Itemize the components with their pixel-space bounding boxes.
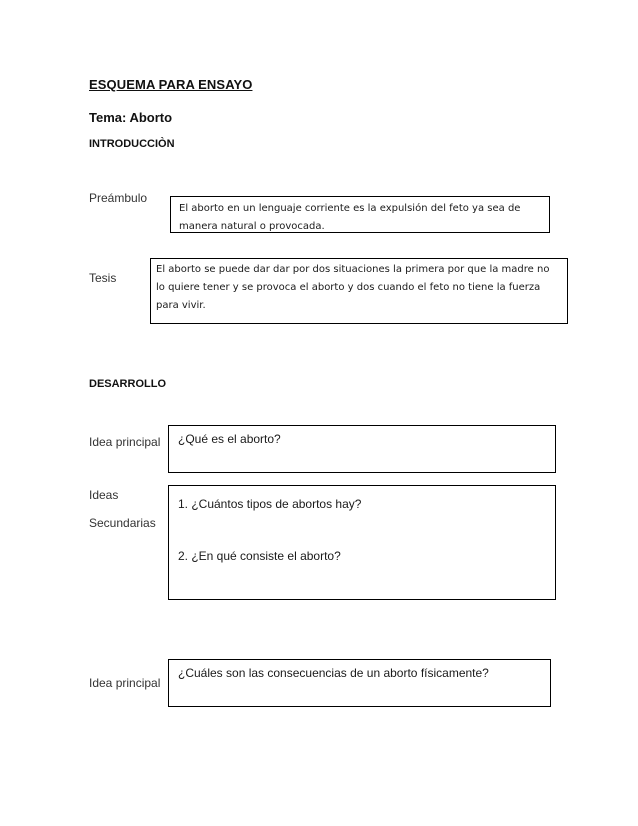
main-idea-box-1: [168, 425, 556, 473]
preamble-text: El aborto en un lenguaje corriente es la expulsión del feto ya sea de manera natural o provocada.: [179, 203, 521, 232]
secondary-ideas-box: [168, 485, 556, 600]
thesis-label: Tesis: [89, 271, 117, 285]
preamble-box: [170, 196, 550, 233]
main-idea-label-2: Idea principal: [89, 676, 161, 690]
introduction-heading: INTRODUCCIÒN: [89, 138, 175, 150]
secondary-ideas-label-line2: Secundarias: [89, 516, 156, 530]
preamble-label: Preámbulo: [89, 191, 148, 205]
main-idea-text-1: ¿Qué es el aborto?: [178, 432, 281, 446]
main-idea-label-1: Idea principal: [89, 435, 161, 449]
thesis-text: El aborto se puede dar dar por dos situaciones la primera por que la madre no lo quiere tener y se provoca el aborto y dos cuando el feto no tiene la fuerza para vivir.: [156, 264, 550, 311]
development-heading: DESARROLLO: [89, 378, 166, 390]
secondary-idea-2: 2. ¿En qué consiste el aborto?: [178, 549, 341, 563]
topic-heading: Tema: Aborto: [89, 110, 173, 125]
secondary-ideas-label-line1: Ideas: [89, 488, 119, 502]
main-idea-text-2: ¿Cuáles son las consecuencias de un aborto físicamente?: [178, 666, 489, 680]
document-title: ESQUEMA PARA ENSAYO: [89, 77, 253, 92]
main-idea-box-2: [168, 659, 551, 707]
secondary-idea-1: 1. ¿Cuántos tipos de abortos hay?: [178, 497, 362, 511]
thesis-box: [150, 258, 568, 324]
